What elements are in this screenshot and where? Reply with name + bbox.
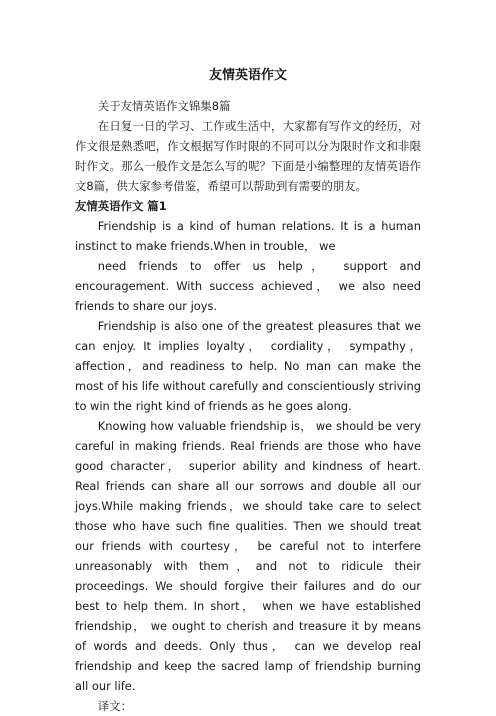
document-title: 友情英语作文 bbox=[208, 68, 287, 83]
paragraph: 在日复一日的学习、工作或生活中，大家都有写作文的经历，对作文很是熟悉吧，作文根据写作时限的不同可以分为限时作文和非限时作文。那么一般作文是怎么写的呢？下面是小编整理的友情英语作文8篇，供大家参考借鉴，希望可以帮助到有需要的朋友。 bbox=[75, 119, 421, 193]
paragraph: 译文： bbox=[97, 699, 132, 713]
paragraph: Friendship is a kind of human relations. It is a human instinct to make friends.When in trouble， we bbox=[75, 219, 421, 253]
paragraph: 关于友情英语作文锦集8篇 bbox=[97, 99, 231, 113]
document-body bbox=[75, 96, 421, 716]
paragraph: need friends to offer us help， support and encouragement. With success achieved， we also need friends to share our joys. bbox=[75, 259, 421, 313]
paragraph: Knowing how valuable friendship is， we should be very careful in making friends. Real friends are those who have good character， superior ability and kindness of heart. Real friends can share all our sorrows and double all our joys.While making friends，we should take care to select those who have such fine qualities. Then we should treat our friends with courtesy， be careful not to interfere unreasonably with them，and not to ridicule their proceedings. We should forgive their failures and do our best to help them. In short， when we have established friendship， we ought to cherish and treasure it by means of words and deeds. Only thus， can we develop real friendship and keep the sacred lamp of friendship burning all our life. bbox=[75, 419, 421, 693]
section-heading: 友情英语作文 篇1 bbox=[75, 199, 167, 213]
paragraph: Friendship is also one of the greatest pleasures that we can enjoy. It implies loyalty， cordiality， sympathy，affection，and readiness to help. No man can make the most of his life without carefully and conscientiously striving to win the right kind of friends as he goes along. bbox=[75, 319, 421, 413]
